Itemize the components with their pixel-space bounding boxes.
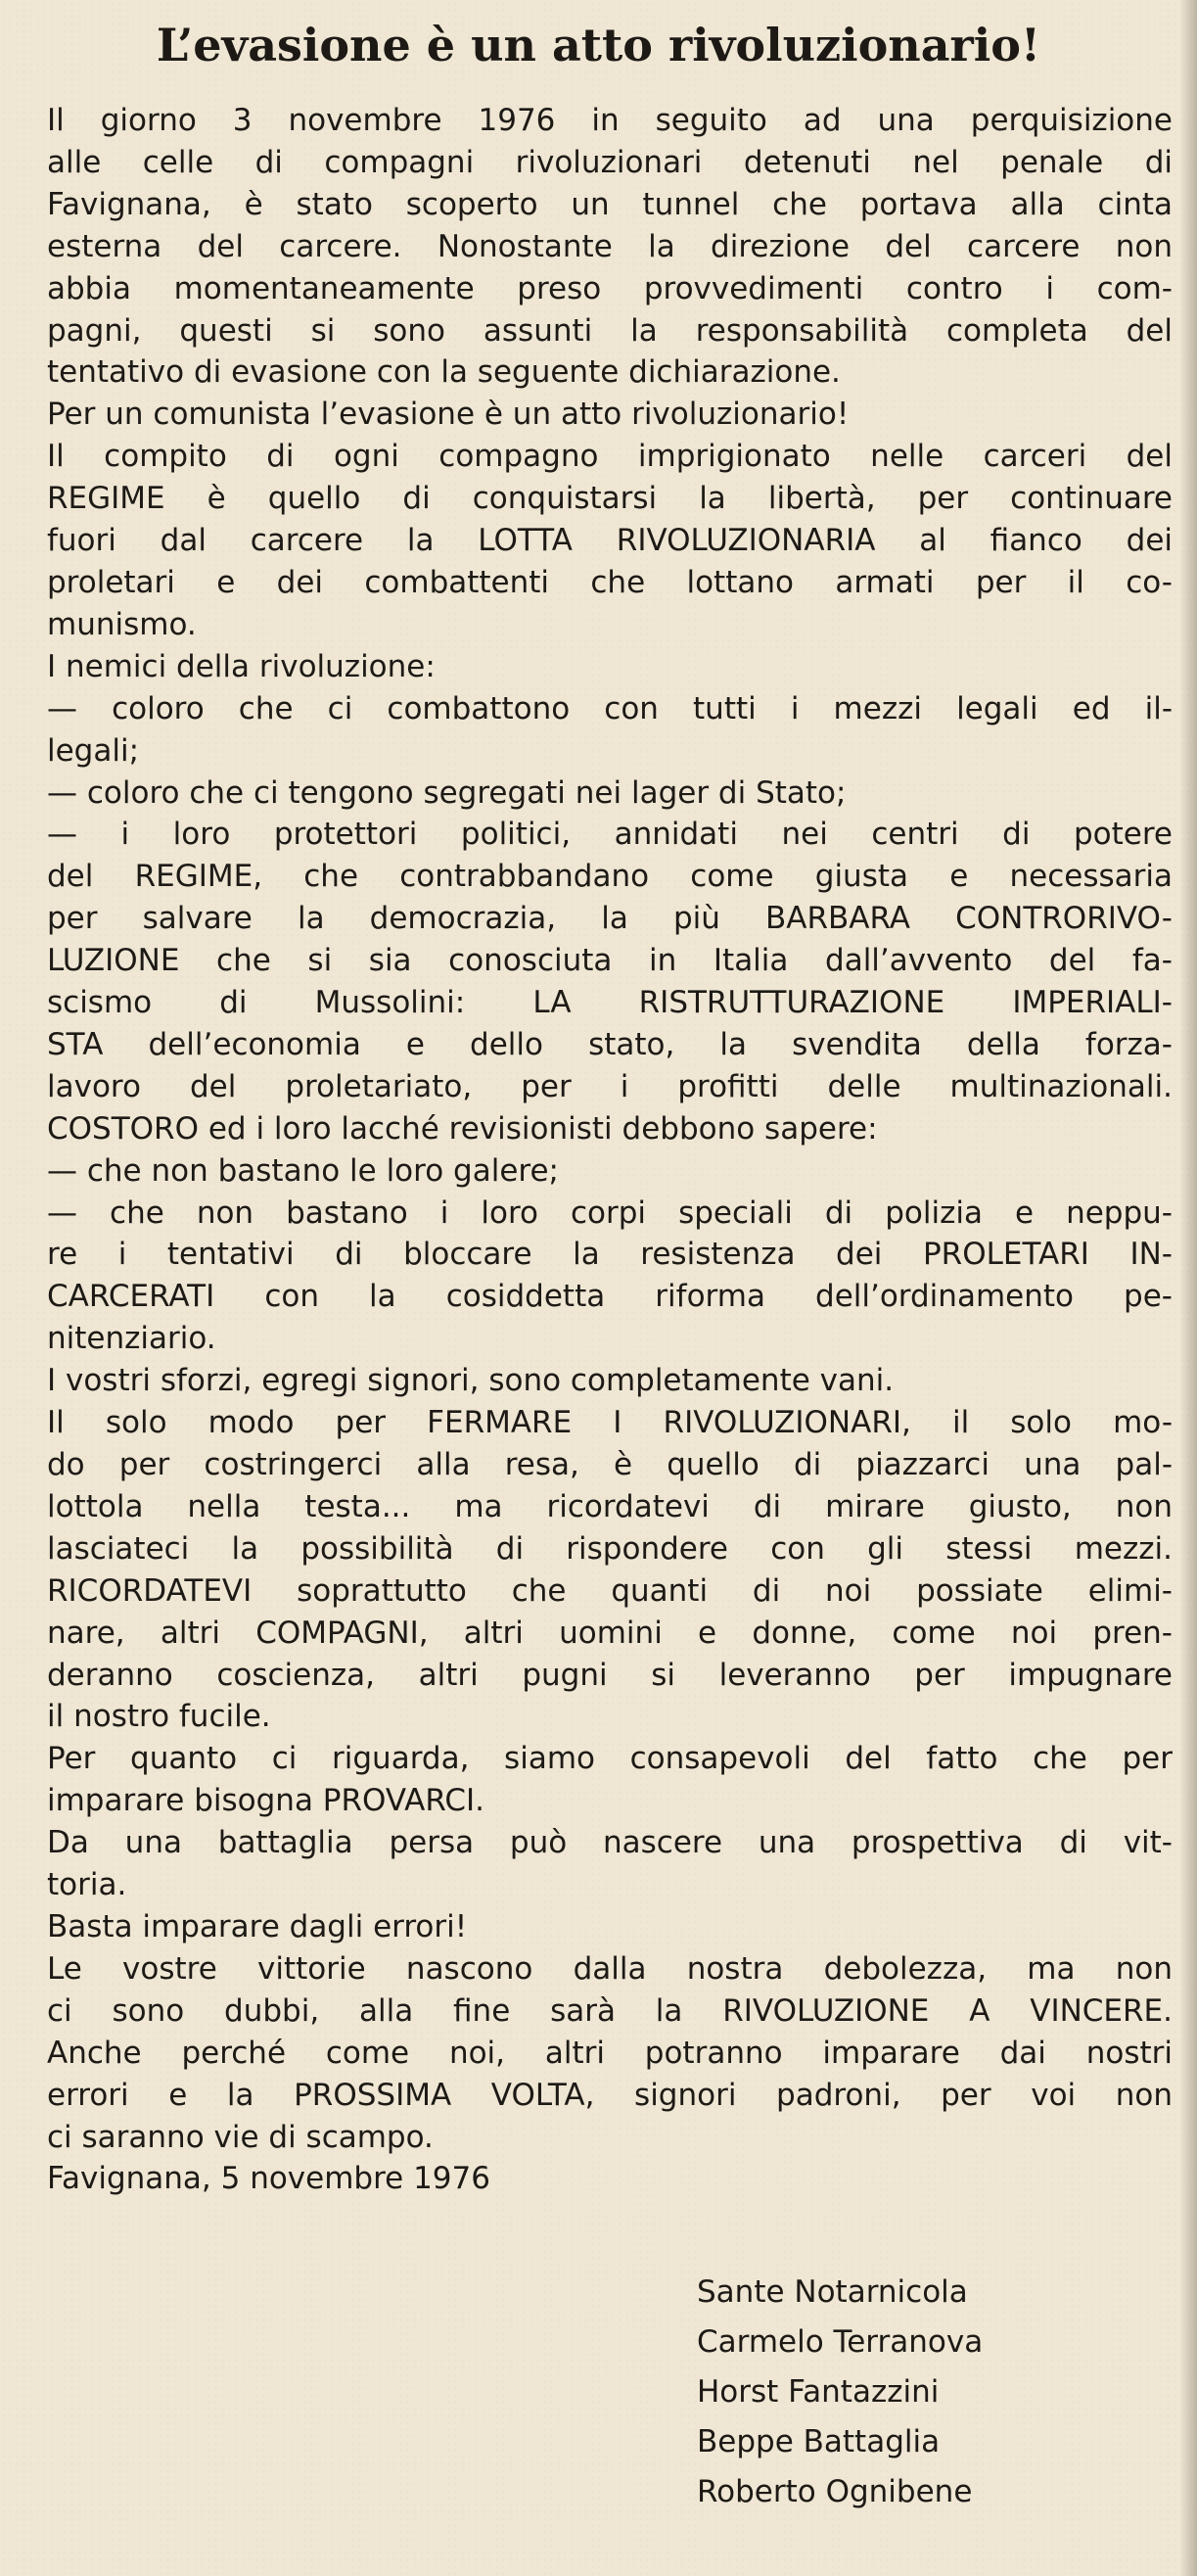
text-line: lottola nella testa... ma ricordatevi di mirare giusto, non	[47, 1488, 1173, 1524]
document-title: L’evasione è un atto rivoluzionario!	[156, 19, 1041, 71]
article-body	[47, 100, 1173, 2200]
text-line: — i loro protettori politici, annidati nei centri di potere	[47, 817, 1173, 853]
text-line: — coloro che ci combattono con tutti i mezzi legali ed il-	[47, 690, 1173, 726]
signature-name: Carmelo Terranova	[697, 2324, 984, 2360]
text-line: ci saranno vie di scampo.	[47, 2119, 434, 2155]
text-line: legali;	[47, 732, 140, 769]
text-line: nitenziario.	[47, 1321, 216, 1357]
text-line: I nemici della rivoluzione:	[47, 648, 436, 684]
text-line: proletari e dei combattenti che lottano armati per il co-	[47, 564, 1173, 600]
text-line: Il solo modo per FERMARE I RIVOLUZIONARI, il solo mo-	[47, 1405, 1173, 1441]
text-line: COSTORO ed i loro lacché revisionisti debbono sapere:	[47, 1110, 878, 1147]
text-line: Il giorno 3 novembre 1976 in seguito ad una perquisizione	[47, 103, 1173, 138]
text-line: Basta imparare dagli errori!	[47, 1908, 468, 1944]
text-line: il nostro fucile.	[47, 1699, 271, 1735]
text-line: Da una battaglia persa può nascere una prospettiva di vit-	[47, 1825, 1173, 1861]
text-line: do per costringerci alla resa, è quello di piazzarci una pal-	[47, 1447, 1173, 1482]
text-line: ci sono dubbi, alla fine sarà la RIVOLUZIONE A VINCERE.	[47, 1992, 1173, 2029]
text-line: scismo di Mussolini: LA RISTRUTTURAZIONE IMPERIALI-	[47, 985, 1173, 1021]
signature-name: Beppe Battaglia	[697, 2424, 941, 2459]
text-line: I vostri sforzi, egregi signori, sono completamente vani.	[47, 1363, 895, 1399]
text-line: Favignana, è stato scoperto un tunnel che portava alla cinta	[47, 186, 1173, 222]
text-line: lasciateci la possibilità di rispondere con gli stessi mezzi.	[47, 1530, 1173, 1567]
text-line: LUZIONE che si sia conosciuta in Italia dall’avvento del fa-	[47, 943, 1173, 979]
text-line: munismo.	[47, 606, 197, 642]
text-line: toria.	[47, 1867, 127, 1903]
place-date-line: Favignana, 5 novembre 1976	[47, 2161, 490, 2197]
text-line: pagni, questi si sono assunti la responsabilità completa del	[47, 312, 1173, 349]
text-line: RICORDATEVI soprattutto che quanti di noi possiate elimi-	[47, 1572, 1173, 1609]
text-line: re i tentativi di bloccare la resistenza dei PROLETARI IN-	[47, 1237, 1173, 1273]
text-line: tentativo di evasione con la seguente dichiarazione.	[47, 354, 841, 391]
signature-name: Horst Fantazzini	[697, 2374, 940, 2410]
text-line: nare, altri COMPAGNI, altri uomini e donne, come noi pren-	[47, 1615, 1173, 1651]
text-line: CARCERATI con la cosiddetta riforma dell’ordinamento pe-	[47, 1279, 1173, 1315]
signature-list	[697, 2268, 983, 2517]
text-line: STA dell’economia e dello stato, la svendita della forza-	[47, 1026, 1173, 1062]
text-line: esterna del carcere. Nonostante la direzione del carcere non	[47, 228, 1173, 264]
page-edge-shadow	[1179, 0, 1197, 2576]
text-line: Per quanto ci riguarda, siamo consapevoli del fatto che per	[47, 1741, 1173, 1777]
text-line: Le vostre vittorie nascono dalla nostra debolezza, ma non	[47, 1950, 1173, 1987]
signature-name: Roberto Ognibene	[697, 2474, 973, 2509]
text-line: Il compito di ogni compagno imprigionato nelle carceri del	[47, 439, 1173, 475]
text-line: imparare bisogna PROVARCI.	[47, 1783, 484, 1819]
text-line: alle celle di compagni rivoluzionari detenuti nel penale di	[47, 144, 1173, 180]
text-line: abbia momentaneamente preso provvedimenti contro i com-	[47, 270, 1173, 306]
text-line: errori e la PROSSIMA VOLTA, signori padroni, per voi non	[47, 2077, 1173, 2113]
text-line: deranno coscienza, altri pugni si leveranno per impugnare	[47, 1657, 1173, 1693]
text-line: fuori dal carcere la LOTTA RIVOLUZIONARIA al fianco dei	[47, 523, 1173, 559]
text-line: per salvare la democrazia, la più BARBARA CONTRORIVO-	[47, 901, 1173, 937]
text-line: REGIME è quello di conquistarsi la libertà, per continuare	[47, 481, 1173, 517]
text-line: — che non bastano le loro galere;	[47, 1152, 559, 1189]
signature-name: Sante Notarnicola	[697, 2274, 968, 2310]
text-line: Anche perché come noi, altri potranno imparare dai nostri	[47, 2035, 1173, 2071]
text-line: — che non bastano i loro corpi speciali di polizia e neppu-	[47, 1194, 1173, 1231]
text-line: del REGIME, che contrabbandano come giusta e necessaria	[47, 859, 1173, 895]
text-line: lavoro del proletariato, per i profitti delle multinazionali.	[47, 1068, 1173, 1104]
text-line: — coloro che ci tengono segregati nei lager di Stato;	[47, 774, 847, 811]
text-line: Per un comunista l’evasione è un atto rivoluzionario!	[47, 397, 850, 433]
